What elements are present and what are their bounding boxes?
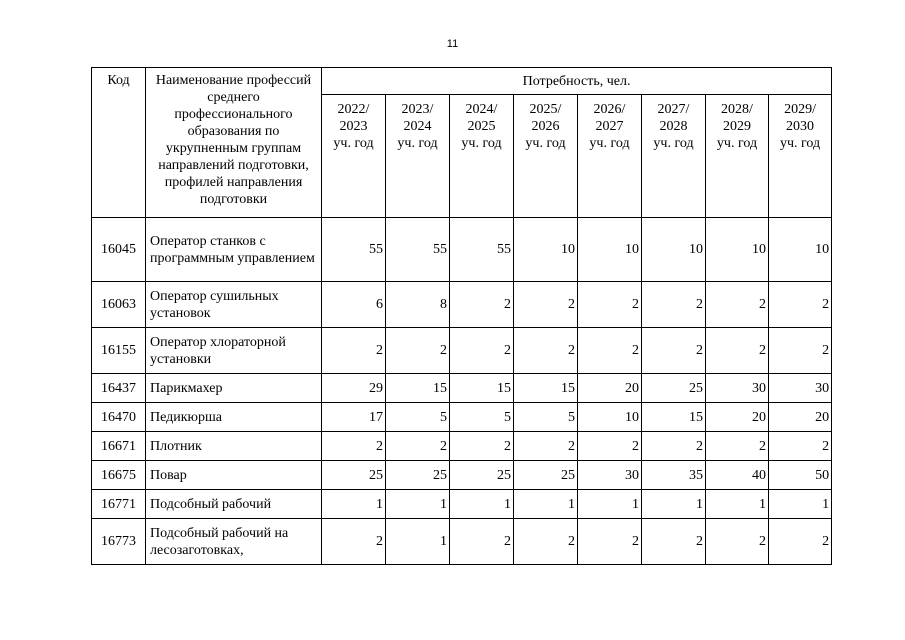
row-need-value: 1	[450, 490, 514, 519]
row-need-value: 2	[386, 432, 450, 461]
row-need-value: 20	[769, 403, 832, 432]
row-need-value: 30	[706, 374, 769, 403]
row-profession-name: Оператор хлораторной установки	[146, 328, 322, 374]
header-year: 2025/ 2026 уч. год	[514, 95, 578, 218]
row-need-value: 2	[642, 282, 706, 328]
row-code: 16771	[92, 490, 146, 519]
row-need-value: 2	[514, 282, 578, 328]
row-need-value: 55	[322, 218, 386, 282]
header-need: Потребность, чел.	[322, 68, 832, 95]
row-need-value: 8	[386, 282, 450, 328]
row-need-value: 2	[642, 432, 706, 461]
header-row	[92, 68, 832, 95]
row-need-value: 50	[769, 461, 832, 490]
header-year: 2023/ 2024 уч. год	[386, 95, 450, 218]
row-need-value: 2	[322, 519, 386, 565]
table-row	[92, 403, 832, 432]
row-profession-name: Оператор сушильных установок	[146, 282, 322, 328]
row-need-value: 2	[322, 432, 386, 461]
row-code: 16063	[92, 282, 146, 328]
row-need-value: 15	[642, 403, 706, 432]
row-need-value: 10	[706, 218, 769, 282]
row-need-value: 2	[578, 519, 642, 565]
row-need-value: 10	[578, 403, 642, 432]
row-need-value: 2	[769, 282, 832, 328]
row-need-value: 15	[514, 374, 578, 403]
row-need-value: 2	[514, 432, 578, 461]
row-code: 16045	[92, 218, 146, 282]
row-need-value: 6	[322, 282, 386, 328]
row-need-value: 10	[514, 218, 578, 282]
row-need-value: 35	[642, 461, 706, 490]
row-need-value: 1	[642, 490, 706, 519]
row-need-value: 2	[450, 282, 514, 328]
row-code: 16155	[92, 328, 146, 374]
row-profession-name: Плотник	[146, 432, 322, 461]
row-profession-name: Подсобный рабочий на лесозаготовках,	[146, 519, 322, 565]
table-row	[92, 328, 832, 374]
row-need-value: 2	[706, 282, 769, 328]
row-need-value: 2	[706, 328, 769, 374]
table-row	[92, 374, 832, 403]
table-row	[92, 432, 832, 461]
row-need-value: 5	[450, 403, 514, 432]
row-need-value: 2	[769, 519, 832, 565]
row-need-value: 2	[386, 328, 450, 374]
row-need-value: 10	[642, 218, 706, 282]
row-need-value: 2	[642, 328, 706, 374]
row-need-value: 25	[386, 461, 450, 490]
table-row	[92, 490, 832, 519]
table-row	[92, 218, 832, 282]
header-year: 2026/ 2027 уч. год	[578, 95, 642, 218]
row-profession-name: Оператор станков с программным управлением	[146, 218, 322, 282]
row-need-value: 17	[322, 403, 386, 432]
header-year: 2022/ 2023 уч. год	[322, 95, 386, 218]
row-code: 16470	[92, 403, 146, 432]
row-profession-name: Педикюрша	[146, 403, 322, 432]
row-need-value: 40	[706, 461, 769, 490]
row-need-value: 10	[578, 218, 642, 282]
row-code: 16773	[92, 519, 146, 565]
needs-table	[91, 67, 832, 565]
header-year: 2029/ 2030 уч. год	[769, 95, 832, 218]
row-profession-name: Парикмахер	[146, 374, 322, 403]
header-code: Код	[92, 68, 146, 218]
row-need-value: 10	[769, 218, 832, 282]
row-need-value: 25	[642, 374, 706, 403]
table-row	[92, 519, 832, 565]
row-need-value: 2	[322, 328, 386, 374]
table-row	[92, 282, 832, 328]
row-need-value: 30	[769, 374, 832, 403]
row-code: 16675	[92, 461, 146, 490]
row-code: 16437	[92, 374, 146, 403]
header-name: Наименование профессий среднего профессионального образования по укрупненным группам направлений подготовки, профилей направления подготовки	[146, 68, 322, 218]
row-need-value: 1	[322, 490, 386, 519]
row-need-value: 5	[514, 403, 578, 432]
row-need-value: 2	[706, 519, 769, 565]
header-year: 2028/ 2029 уч. год	[706, 95, 769, 218]
header-year: 2027/ 2028 уч. год	[642, 95, 706, 218]
row-need-value: 2	[514, 519, 578, 565]
row-need-value: 2	[706, 432, 769, 461]
table-row	[92, 461, 832, 490]
row-need-value: 25	[514, 461, 578, 490]
row-need-value: 55	[450, 218, 514, 282]
row-need-value: 5	[386, 403, 450, 432]
row-need-value: 2	[578, 282, 642, 328]
page-number: 11	[446, 38, 459, 50]
row-need-value: 55	[386, 218, 450, 282]
row-need-value: 2	[450, 328, 514, 374]
row-need-value: 1	[706, 490, 769, 519]
row-need-value: 1	[386, 519, 450, 565]
row-need-value: 2	[578, 432, 642, 461]
row-need-value: 2	[769, 432, 832, 461]
row-need-value: 20	[578, 374, 642, 403]
row-need-value: 20	[706, 403, 769, 432]
row-need-value: 2	[769, 328, 832, 374]
row-need-value: 15	[386, 374, 450, 403]
row-need-value: 1	[769, 490, 832, 519]
header-year: 2024/ 2025 уч. год	[450, 95, 514, 218]
row-need-value: 1	[578, 490, 642, 519]
row-need-value: 15	[450, 374, 514, 403]
row-need-value: 25	[322, 461, 386, 490]
row-need-value: 30	[578, 461, 642, 490]
row-need-value: 2	[642, 519, 706, 565]
row-need-value: 1	[514, 490, 578, 519]
row-need-value: 2	[450, 432, 514, 461]
row-need-value: 2	[450, 519, 514, 565]
row-need-value: 29	[322, 374, 386, 403]
row-code: 16671	[92, 432, 146, 461]
row-profession-name: Повар	[146, 461, 322, 490]
row-profession-name: Подсобный рабочий	[146, 490, 322, 519]
row-need-value: 25	[450, 461, 514, 490]
row-need-value: 2	[514, 328, 578, 374]
row-need-value: 1	[386, 490, 450, 519]
row-need-value: 2	[578, 328, 642, 374]
